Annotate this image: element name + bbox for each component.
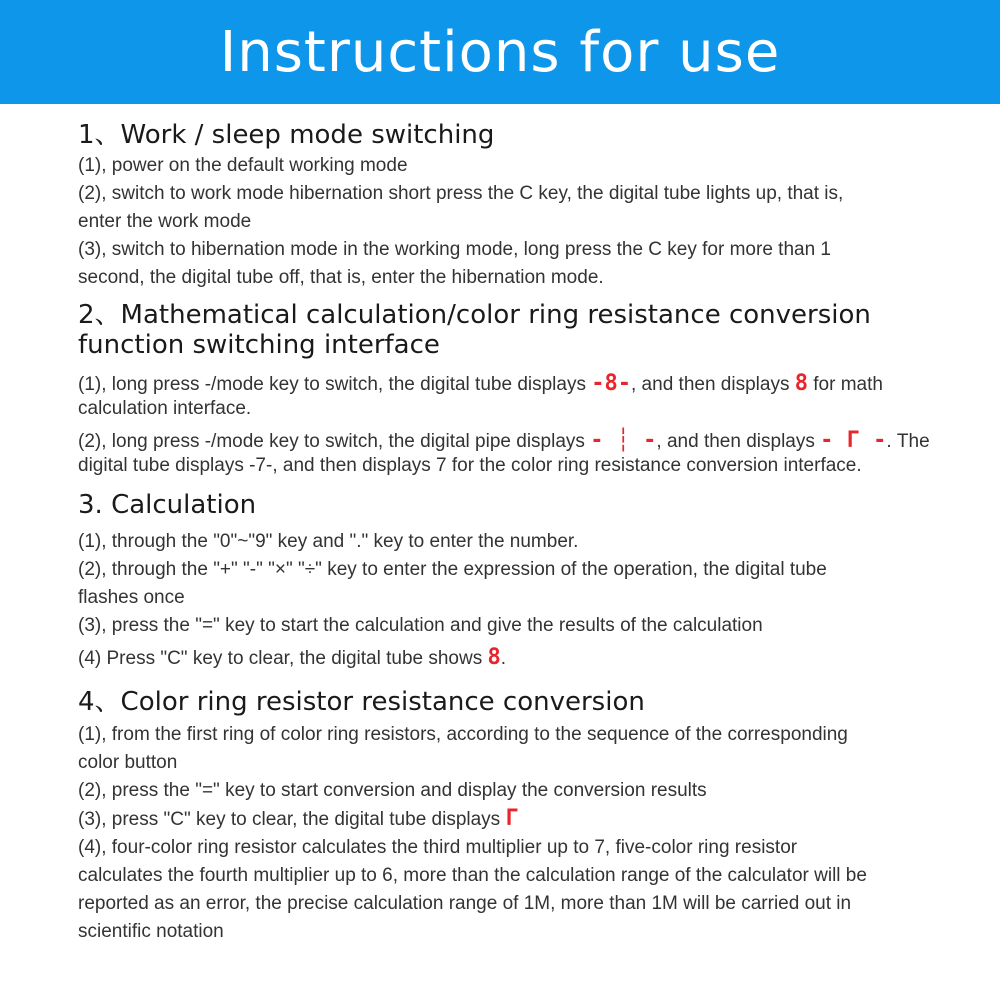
text-line: scientific notation xyxy=(78,921,224,942)
text-fragment: , and then displays xyxy=(656,431,821,452)
text-line: (2), switch to work mode hibernation short press the C key, the digital tube lights up, that is, xyxy=(78,183,844,204)
text-line: reported as an error, the precise calculation range of 1M, more than 1M will be carried out in xyxy=(78,893,852,914)
section-title-cont: function switching interface xyxy=(78,330,440,360)
instructions-body xyxy=(78,118,958,946)
text-fragment: for math xyxy=(807,374,883,395)
text-line: (1), from the first ring of color ring resistors, according to the sequence of the corresponding xyxy=(78,724,848,745)
text-fragment: . The xyxy=(886,431,930,452)
section-title: 2、Mathematical calculation/color ring resistance conversion xyxy=(78,300,871,330)
text-line: second, the digital tube off, that is, enter the hibernation mode. xyxy=(78,267,604,288)
text-line: (3), press the "=" key to start the calculation and give the results of the calculation xyxy=(78,615,763,636)
text-line: enter the work mode xyxy=(78,211,252,232)
segment-display-icon: Γ xyxy=(505,806,519,831)
section-title: 1、Work / sleep mode switching xyxy=(78,120,495,150)
segment-display-icon: - ┆ - xyxy=(590,428,657,453)
section-title: 4、Color ring resistor resistance conversion xyxy=(78,687,645,717)
segment-display-icon: -8- xyxy=(591,371,631,396)
section-calculation xyxy=(78,490,958,673)
text-line xyxy=(78,429,958,454)
text-fragment: , and then displays xyxy=(631,374,795,395)
text-line: (2), through the "+" "-" "×" "÷" key to enter the expression of the operation, the digital tube xyxy=(78,559,827,580)
segment-display-icon: - Γ - xyxy=(820,428,887,453)
text-line: digital tube displays -7-, and then displays 7 for the color ring resistance conversion interface. xyxy=(78,455,862,476)
section-work-sleep xyxy=(78,120,958,292)
section-resistor-conversion xyxy=(78,687,958,946)
text-fragment: (1), long press -/mode key to switch, the digital tube displays xyxy=(78,374,592,395)
text-line: (4), four-color ring resistor calculates the third multiplier up to 7, five-color ring resistor xyxy=(78,837,798,858)
text-line: (2), press the "=" key to start conversion and display the conversion results xyxy=(78,780,707,801)
text-line: (1), through the "0"~"9" key and "." key to enter the number. xyxy=(78,531,579,552)
segment-display-icon: 8 xyxy=(487,645,501,670)
section-title: 3. Calculation xyxy=(78,490,257,520)
text-line xyxy=(78,644,958,673)
header-banner xyxy=(0,0,1000,104)
text-line xyxy=(78,805,958,834)
text-line xyxy=(78,372,958,397)
text-fragment: (3), press "C" key to clear, the digital tube displays xyxy=(78,809,506,830)
section-mode-switching xyxy=(78,300,958,478)
text-line: calculates the fourth multiplier up to 6, more than the calculation range of the calculator will be xyxy=(78,865,867,886)
text-line: (1), power on the default working mode xyxy=(78,155,408,176)
segment-display-icon: 8 xyxy=(794,371,808,396)
text-fragment: . xyxy=(500,648,507,669)
text-line: (3), switch to hibernation mode in the working mode, long press the C key for more than 1 xyxy=(78,239,831,260)
text-fragment: (4) Press "C" key to clear, the digital tube shows xyxy=(78,648,488,669)
text-line: color button xyxy=(78,752,178,773)
text-line: flashes once xyxy=(78,587,185,608)
text-line: calculation interface. xyxy=(78,398,252,419)
text-fragment: (2), long press -/mode key to switch, the digital pipe displays xyxy=(78,431,591,452)
page-title: Instructions for use xyxy=(219,19,781,85)
